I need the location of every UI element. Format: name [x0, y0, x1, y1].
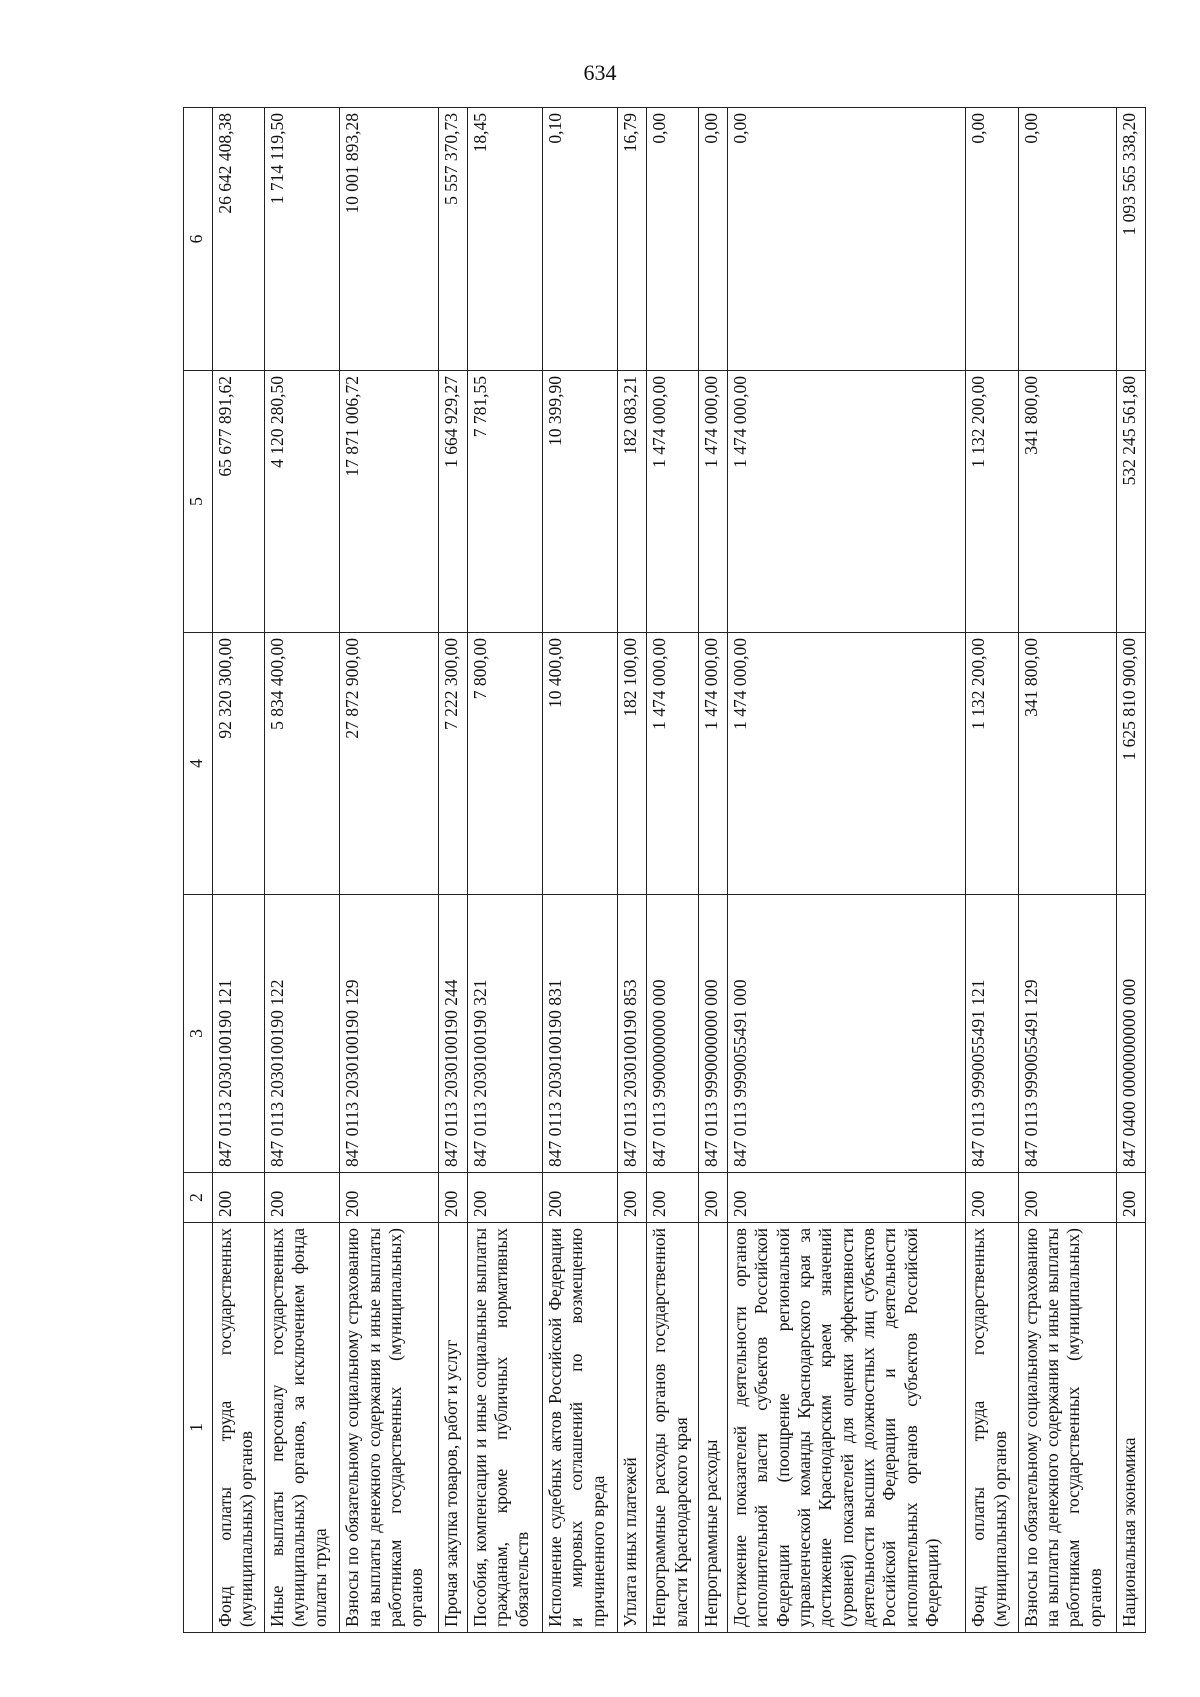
row-col-5: 1 474 000,00 [699, 371, 728, 633]
row-name: Взносы по обязательному социальному страхованию на выплаты денежного содержания и иные выплаты работникам государственных (муниципальных) органов [1018, 1223, 1117, 1633]
row-code: 847 0113 9900000000 000 [647, 895, 699, 1173]
row-col-4: 1 625 810 900,00 [1117, 633, 1146, 895]
row-col-6: 1 714 119,50 [265, 108, 340, 371]
row-code: 847 0113 2030100190 244 [439, 895, 468, 1173]
row-col-5: 1 474 000,00 [728, 371, 966, 633]
row-name: Взносы по обязательному социальному страхованию на выплаты денежного содержания и иные выплаты работникам государственных (муниципальных) органов [340, 1223, 439, 1633]
table-header-row [184, 108, 213, 1633]
table-row [213, 108, 265, 1633]
row-col-4: 10 400,00 [543, 633, 618, 895]
row-col-4: 7 222 300,00 [439, 633, 468, 895]
row-col-6: 16,79 [618, 108, 647, 371]
row-level: 200 [467, 1173, 542, 1223]
row-code: 847 0113 2030100190 853 [618, 895, 647, 1173]
table-row [439, 108, 468, 1633]
header-col-6: 6 [184, 108, 213, 371]
table-row [467, 108, 542, 1633]
row-name: Уплата иных платежей [618, 1223, 647, 1633]
row-col-4: 1 474 000,00 [699, 633, 728, 895]
row-code: 847 0400 0000000000 000 [1117, 895, 1146, 1173]
row-name: Непрограммные расходы [699, 1223, 728, 1633]
row-level: 200 [213, 1173, 265, 1223]
row-col-6: 26 642 408,38 [213, 108, 265, 371]
row-col-5: 532 245 561,80 [1117, 371, 1146, 633]
row-col-5: 1 474 000,00 [647, 371, 699, 633]
row-col-6: 0,00 [647, 108, 699, 371]
row-code: 847 0113 2030100190 831 [543, 895, 618, 1173]
table-row [543, 108, 618, 1633]
table-row [618, 108, 647, 1633]
row-name: Исполнение судебных актов Российской Федерации и мировых соглашений по возмещению причиненного вреда [543, 1223, 618, 1633]
row-col-4: 7 800,00 [467, 633, 542, 895]
row-name: Иные выплаты персоналу государственных (муниципальных) органов, за исключением фонда оплаты труда [265, 1223, 340, 1633]
row-name: Фонд оплаты труда государственных (муниципальных) органов [966, 1223, 1018, 1633]
table-row [728, 108, 966, 1633]
row-col-5: 17 871 006,72 [340, 371, 439, 633]
row-col-5: 4 120 280,50 [265, 371, 340, 633]
row-col-4: 182 100,00 [618, 633, 647, 895]
table-row [265, 108, 340, 1633]
row-code: 847 0113 9990055491 121 [966, 895, 1018, 1173]
header-col-5: 5 [184, 371, 213, 633]
budget-table [183, 107, 1146, 1633]
row-col-6: 0,10 [543, 108, 618, 371]
row-code: 847 0113 2030100190 121 [213, 895, 265, 1173]
header-col-2: 2 [184, 1173, 213, 1223]
row-name: Прочая закупка товаров, работ и услуг [439, 1223, 468, 1633]
row-col-6: 18,45 [467, 108, 542, 371]
row-level: 200 [618, 1173, 647, 1223]
row-col-5: 182 083,21 [618, 371, 647, 633]
row-level: 200 [1018, 1173, 1117, 1223]
table-row [340, 108, 439, 1633]
row-col-5: 341 800,00 [1018, 371, 1117, 633]
row-code: 847 0113 2030100190 321 [467, 895, 542, 1173]
row-col-5: 65 677 891,62 [213, 371, 265, 633]
rotated-table-container [183, 108, 1146, 1633]
row-col-4: 341 800,00 [1018, 633, 1117, 895]
row-level: 200 [1117, 1173, 1146, 1223]
header-col-3: 3 [184, 895, 213, 1173]
row-col-4: 92 320 300,00 [213, 633, 265, 895]
row-col-4: 1 474 000,00 [728, 633, 966, 895]
row-code: 847 0113 9990000000 000 [699, 895, 728, 1173]
row-level: 200 [728, 1173, 966, 1223]
row-col-6: 1 093 565 338,20 [1117, 108, 1146, 371]
row-col-6: 0,00 [728, 108, 966, 371]
row-col-5: 7 781,55 [467, 371, 542, 633]
row-level: 200 [647, 1173, 699, 1223]
row-col-6: 10 001 893,28 [340, 108, 439, 371]
row-name: Пособия, компенсации и иные социальные выплаты гражданам, кроме публичных нормативных обязательств [467, 1223, 542, 1633]
table-row [1117, 108, 1146, 1633]
row-code: 847 0113 9990055491 129 [1018, 895, 1117, 1173]
row-name: Национальная экономика [1117, 1223, 1146, 1633]
row-col-6: 0,00 [699, 108, 728, 371]
row-code: 847 0113 2030100190 122 [265, 895, 340, 1173]
row-col-6: 5 557 370,73 [439, 108, 468, 371]
row-name: Непрограммные расходы органов государственной власти Краснодарского края [647, 1223, 699, 1633]
row-col-4: 5 834 400,00 [265, 633, 340, 895]
row-name: Фонд оплаты труда государственных (муниципальных) органов [213, 1223, 265, 1633]
row-col-4: 1 132 200,00 [966, 633, 1018, 895]
row-code: 847 0113 2030100190 129 [340, 895, 439, 1173]
table-row [966, 108, 1018, 1633]
row-col-6: 0,00 [1018, 108, 1117, 371]
row-col-5: 1 132 200,00 [966, 371, 1018, 633]
table-row [647, 108, 699, 1633]
header-col-4: 4 [184, 633, 213, 895]
row-level: 200 [340, 1173, 439, 1223]
row-col-4: 1 474 000,00 [647, 633, 699, 895]
row-name: Достижение показателей деятельности органов исполнительной власти субъектов Российской Федерации (поощрение региональной управленческой команды Краснодарского края за достижение Краснодарским краем значений (уровней) показателей для оценки эффективности деятельности высших должностных лиц субъектов Российской Федерации и деятельности исполнительных органов субъектов Российской Федерации) [728, 1223, 966, 1633]
row-col-6: 0,00 [966, 108, 1018, 371]
row-level: 200 [265, 1173, 340, 1223]
header-col-1: 1 [184, 1223, 213, 1633]
row-level: 200 [439, 1173, 468, 1223]
page-number: 634 [583, 60, 617, 85]
row-col-5: 10 399,90 [543, 371, 618, 633]
row-level: 200 [543, 1173, 618, 1223]
row-col-5: 1 664 929,27 [439, 371, 468, 633]
row-col-4: 27 872 900,00 [340, 633, 439, 895]
table-row [699, 108, 728, 1633]
row-level: 200 [966, 1173, 1018, 1223]
row-level: 200 [699, 1173, 728, 1223]
table-row [1018, 108, 1117, 1633]
row-code: 847 0113 9990055491 000 [728, 895, 966, 1173]
